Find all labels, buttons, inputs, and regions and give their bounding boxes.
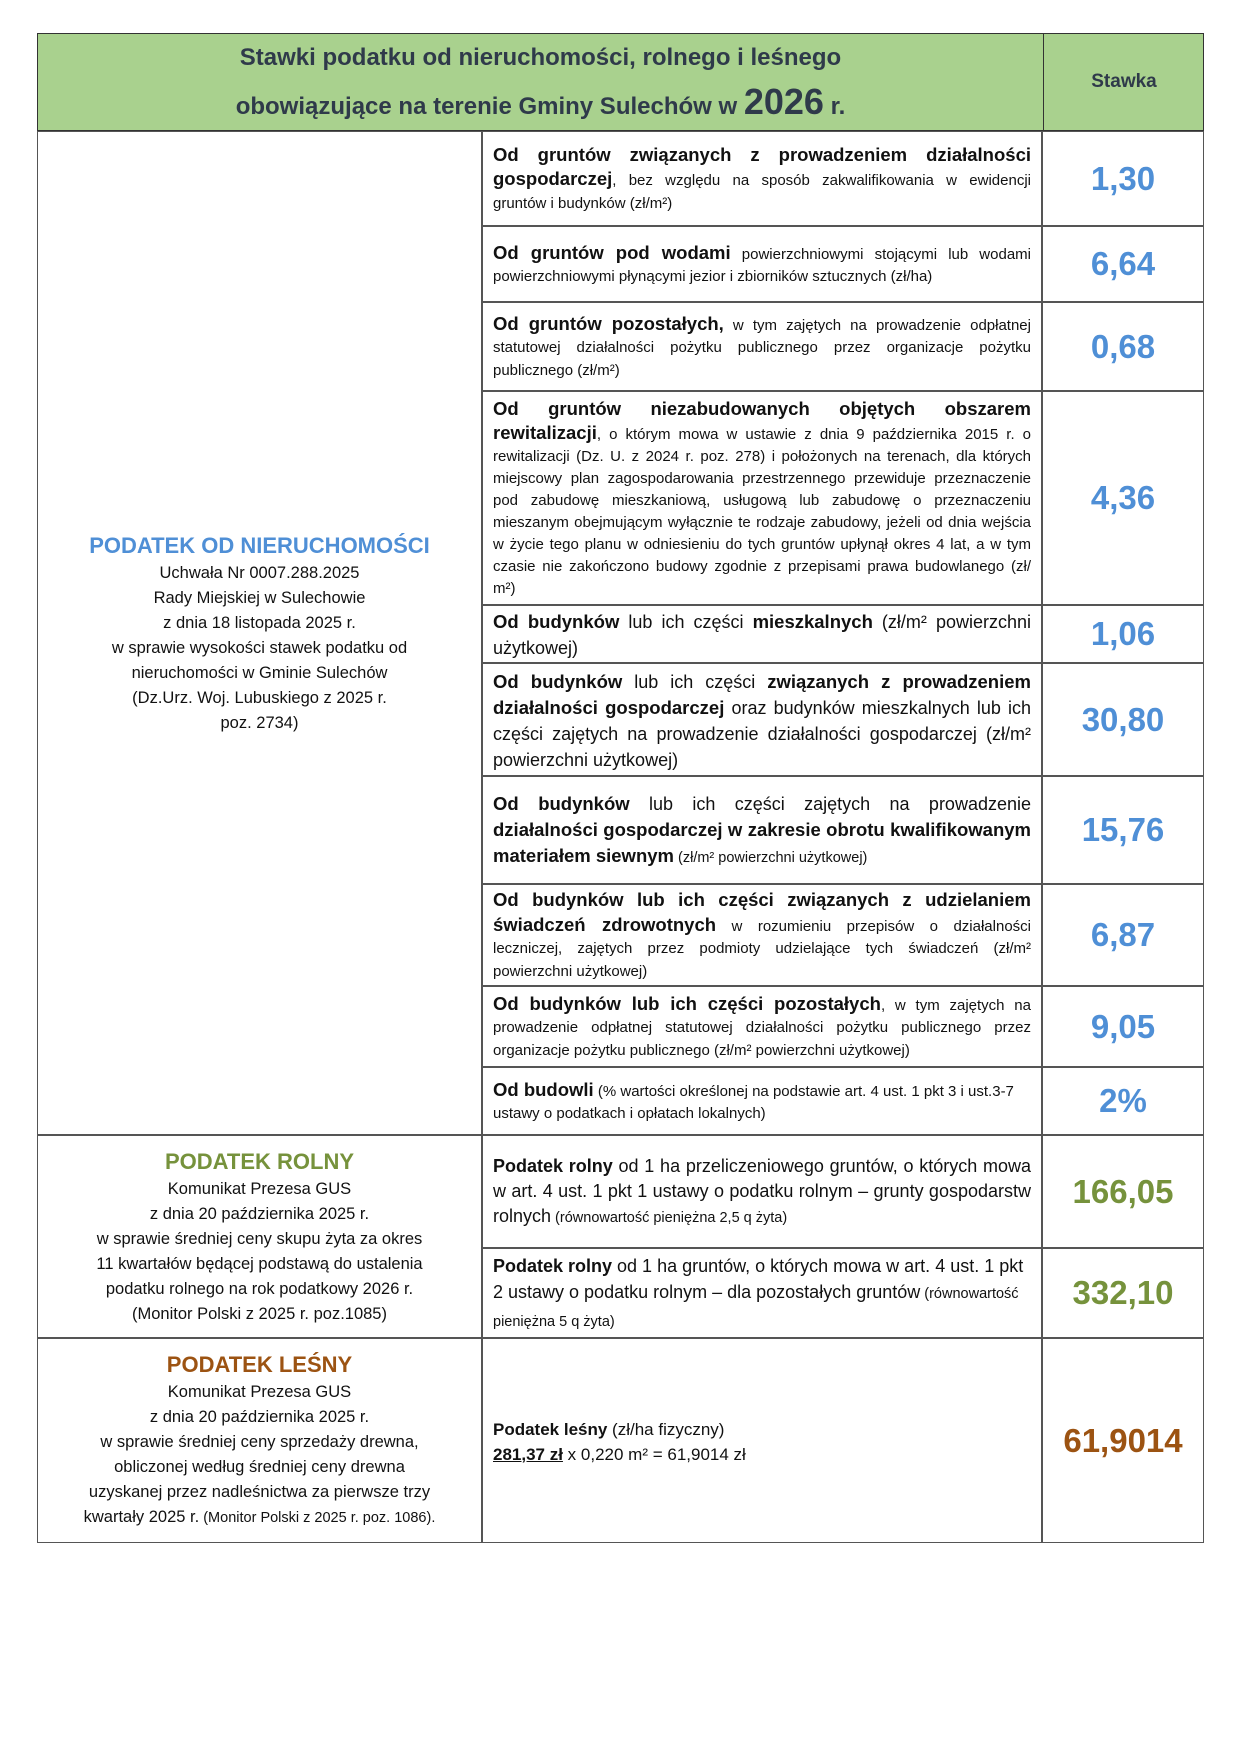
rate-description: Od budynków lub ich części zajętych na prowadzenie działalności gospodarczej w zakresie obrotu kwalifikowanym materiałem siewnym (zł/m² powierzchni użytkowej) (482, 776, 1042, 884)
rate-description: Od budynków lub ich części związanych z udzielaniem świadczeń zdrowotnych w rozumieniu przepisów o działalności leczniczej, zajętych przez podmioty udzielające tych świadczeń (zł/m² powierzchni użytkowej) (482, 884, 1042, 986)
rate-description: Podatek rolny od 1 ha gruntów, o których mowa w art. 4 ust. 1 pkt 2 ustawy o podatku rolnym – dla pozostałych gruntów (równowartość pieniężna 5 q żyta) (482, 1248, 1042, 1338)
legal-basis-line: w sprawie średniej ceny skupu żyta za okres (96, 1229, 423, 1248)
agricultural-tax-title: PODATEK ROLNY (164, 1148, 355, 1174)
legal-basis-line: podatku rolnego na rok podatkowy 2026 r. (105, 1279, 414, 1298)
legal-basis-line: Komunikat Prezesa GUS (167, 1179, 352, 1198)
legal-basis-line: nieruchomości w Gminie Sulechów (131, 663, 388, 682)
rate-value: 6,64 (1042, 226, 1204, 302)
rate-value: 6,87 (1042, 884, 1204, 986)
rate-description: Od budowli (% wartości określonej na podstawie art. 4 ust. 1 pkt 3 i ust.3-7 ustawy o podatkach i opłatach lokalnych) (482, 1067, 1042, 1135)
rate-description: Od budynków lub ich części pozostałych, w tym zajętych na prowadzenie odpłatnej statutowej działalności pożytku publicznego przez organizacje pożytku publicznego (zł/m² powierzchni użytkowej) (482, 986, 1042, 1067)
title-line-1: Stawki podatku od nieruchomości, rolnego i leśnego (239, 43, 842, 71)
rate-value: 9,05 (1042, 986, 1204, 1067)
legal-basis-line: Uchwała Nr 0007.288.2025 (159, 563, 360, 582)
forest-base-price: 281,37 zł (493, 1444, 563, 1464)
legal-basis-line: kwartały 2025 r. (Monitor Polski z 2025 r. poz. 1086). (83, 1508, 436, 1526)
legal-basis-line: Rady Miejskiej w Sulechowie (153, 588, 366, 607)
rate-description: Od gruntów związanych z prowadzeniem działalności gospodarczej, bez względu na sposób zakwalifikowania w ewidencji gruntów i budynków (zł/m²) (482, 131, 1042, 226)
table-header (37, 33, 1204, 131)
rate-description: Podatek leśny (zł/ha fizyczny) 281,37 zł x 0,220 m² = 61,9014 zł (482, 1338, 1042, 1543)
legal-basis-line: uzyskanej przez nadleśnictwa za pierwsze trzy (88, 1483, 431, 1501)
rate-value: 332,10 (1042, 1248, 1204, 1338)
legal-basis-line: 11 kwartałów będącej podstawą do ustalenia (96, 1254, 423, 1273)
rate-description: Od budynków lub ich części mieszkalnych (zł/m² powierzchni użytkowej) (482, 605, 1042, 663)
forest-tax-section (37, 1338, 482, 1543)
legal-basis-line: (Monitor Polski z 2025 r. poz.1085) (132, 1304, 387, 1323)
rate-value: 61,9014 (1042, 1338, 1204, 1543)
legal-basis-line: w sprawie średniej ceny sprzedaży drewna, (100, 1433, 419, 1451)
legal-basis-line: w sprawie wysokości stawek podatku od (111, 638, 408, 657)
property-tax-section (37, 131, 482, 1135)
rate-value: 30,80 (1042, 663, 1204, 776)
rate-value: 15,76 (1042, 776, 1204, 884)
rate-description: Od gruntów niezabudowanych objętych obszarem rewitalizacji, o którym mowa w ustawie z dnia 9 października 2015 r. o rewitalizacji (Dz. U. z 2024 r. poz. 278) i położonych na terenach, dla których miejscowy plan zagospodarowania przestrzennego przewiduje przeznaczenie pod zabudowę mieszkaniową, usługową lub zabudowę o przeznaczeniu mieszanym obejmującym wyłącznie te rodzaje zabudowy, jeżeli od dnia wejścia w życie tego planu w odniesieniu do tych gruntów upłynął okres 4 lat, a w tym czasie nie zakończono budowy zgodnie z przepisami prawa budowlanego (zł/ m²) (482, 391, 1042, 605)
rate-value: 166,05 (1042, 1135, 1204, 1248)
page-title (38, 34, 1043, 130)
title-year: 2026 (743, 80, 824, 122)
legal-basis-line: obliczonej według średniej ceny drewna (114, 1458, 405, 1476)
agricultural-tax-section (37, 1135, 482, 1338)
rate-column-header: Stawka (1043, 34, 1204, 130)
rate-description: Od gruntów pozostałych, w tym zajętych na prowadzenie odpłatnej statutowej działalności pożytku publicznego przez organizacje pożytku publicznego (zł/m²) (482, 302, 1042, 391)
legal-basis-line: z dnia 18 listopada 2025 r. (163, 613, 356, 632)
property-tax-title: PODATEK OD NIERUCHOMOŚCI (89, 532, 430, 558)
rate-description: Od budynków lub ich części związanych z prowadzeniem działalności gospodarczej oraz budynków mieszkalnych lub ich części zajętych na prowadzenie działalności gospodarczej (zł/m² powierzchni użytkowej) (482, 663, 1042, 776)
legal-basis-line: Komunikat Prezesa GUS (167, 1383, 352, 1401)
rate-value: 2% (1042, 1067, 1204, 1135)
legal-basis-line: (Dz.Urz. Woj. Lubuskiego z 2025 r. (132, 688, 387, 707)
legal-basis-line: z dnia 20 października 2025 r. (149, 1408, 370, 1426)
rate-value: 1,30 (1042, 131, 1204, 226)
legal-basis-line: z dnia 20 października 2025 r. (149, 1204, 370, 1223)
rate-value: 1,06 (1042, 605, 1204, 663)
legal-basis-line: poz. 2734) (220, 713, 299, 732)
title-line-2: obowiązujące na terenie Gminy Sulechów w 2026 r. (235, 80, 846, 122)
rate-value: 4,36 (1042, 391, 1204, 605)
rate-description: Od gruntów pod wodami powierzchniowymi stojącymi lub wodami powierzchniowymi płynącymi jezior i zbiorników sztucznych (zł/ha) (482, 226, 1042, 302)
rate-description: Podatek rolny od 1 ha przeliczeniowego gruntów, o których mowa w art. 4 ust. 1 pkt 1 ustawy o podatku rolnym – grunty gospodarstw rolnych (równowartość pieniężna 2,5 q żyta) (482, 1135, 1042, 1248)
rate-value: 0,68 (1042, 302, 1204, 391)
forest-tax-title: PODATEK LEŚNY (166, 1352, 353, 1377)
